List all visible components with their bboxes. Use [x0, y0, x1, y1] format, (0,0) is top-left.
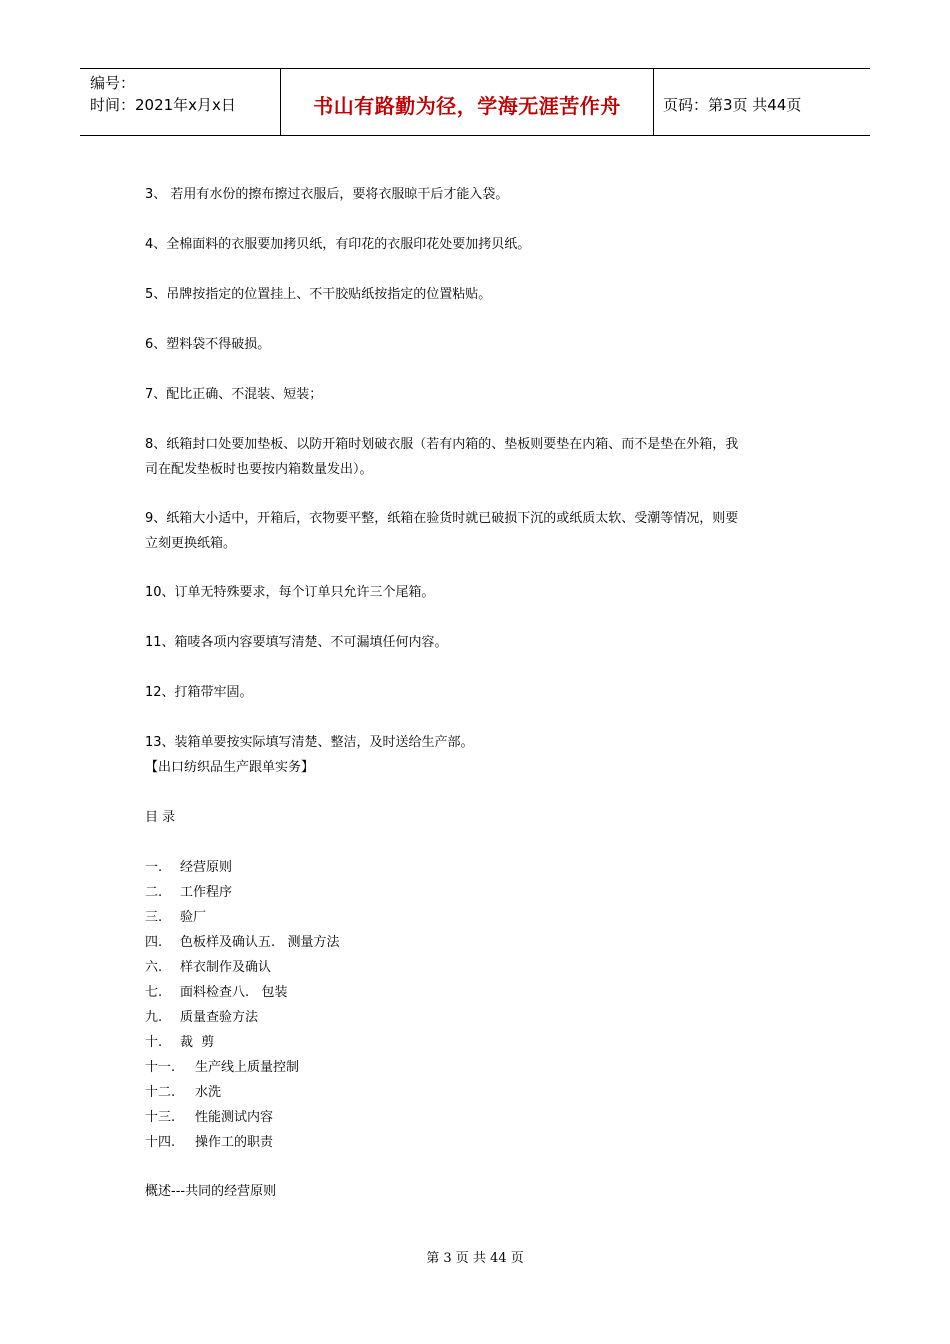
toc-item-label: 水洗: [195, 1085, 222, 1100]
toc-item-number: 十四.: [145, 1135, 176, 1150]
toc-item: [145, 860, 232, 876]
toc-item-label: 性能测试内容: [195, 1110, 274, 1125]
toc-item-label: 生产线上质量控制: [195, 1060, 300, 1075]
toc-item: [145, 935, 340, 951]
toc-item: [145, 910, 206, 926]
toc-item: [145, 1135, 273, 1151]
toc-item: [145, 1110, 273, 1126]
packing-rule-7: 7、配比正确、不混装、短装；: [145, 387, 323, 402]
toc-item-number: 六.: [145, 960, 163, 975]
toc-item-label: 面料检查八. 包装: [180, 985, 288, 1000]
toc-heading: 目 录: [145, 810, 176, 825]
toc-item: [145, 1085, 221, 1101]
toc-item-number: 十.: [145, 1035, 163, 1050]
toc-item-number: 十二.: [145, 1085, 176, 1100]
toc-item-label: 验厂: [180, 910, 207, 925]
packing-rule-9-line1: 9、纸箱大小适中，开箱后，衣物要平整，纸箱在验货时就已破损下沉的或纸质太软、受潮等情况，则要: [145, 511, 739, 526]
toc-item-label: 工作程序: [180, 885, 233, 900]
toc-item-number: 九.: [145, 1010, 163, 1025]
toc-item-label: 操作工的职责: [195, 1135, 274, 1150]
toc-item: [145, 1035, 214, 1051]
serial-label: 编号：: [90, 74, 136, 92]
packing-rule-13: 13、装箱单要按实际填写清楚、整洁，及时送给生产部。: [145, 735, 474, 750]
toc-item: [145, 1010, 258, 1026]
packing-rule-9-line2: 立刻更换纸箱。: [145, 536, 237, 551]
toc-item: [145, 985, 288, 1001]
header-meta: [80, 69, 281, 135]
packing-rule-6: 6、塑料袋不得破损。: [145, 337, 271, 352]
toc-item-label: 样衣制作及确认: [180, 960, 272, 975]
toc-item-number: 七.: [145, 985, 163, 1000]
toc-item-number: 十三.: [145, 1110, 176, 1125]
packing-rule-11: 11、箱唛各项内容要填写清楚、不可漏填任何内容。: [145, 635, 448, 650]
toc-item-label: 质量查验方法: [180, 1010, 259, 1025]
packing-rule-4: 4、全棉面料的衣服要加拷贝纸，有印花的衣服印花处要加拷贝纸。: [145, 237, 531, 252]
toc-item-number: 三.: [145, 910, 163, 925]
section-title: 【出口纺织品生产跟单实务】: [145, 760, 315, 775]
packing-rule-8-line2: 司在配发垫板时也要按内箱数量发出）。: [145, 462, 373, 477]
motto-text: 书山有路勤为径，学海无涯苦作舟: [313, 93, 621, 118]
packing-rule-8-line1: 8、纸箱封口处要加垫板、以防开箱时划破衣服（若有内箱的、垫板则要垫在内箱、而不是垫在外箱，我: [145, 437, 739, 452]
toc-item-number: 十一.: [145, 1060, 176, 1075]
toc-item-number: 一.: [145, 860, 163, 875]
toc-item: [145, 885, 232, 901]
page-info: 页码：第3页 共44页: [663, 95, 802, 114]
page-footer: 第 3 页 共 44 页: [426, 1251, 524, 1266]
overview-line: 概述---共同的经营原则: [145, 1184, 277, 1199]
packing-rule-5: 5、吊牌按指定的位置挂上、不干胶贴纸按指定的位置粘贴。: [145, 287, 492, 302]
date-label: 时间：2021年x月x日: [90, 96, 236, 114]
packing-rule-3: 3、 若用有水份的擦布擦过衣服后，要将衣服晾干后才能入袋。: [145, 187, 509, 202]
header-motto-cell: [281, 69, 654, 135]
toc-item-label: 经营原则: [180, 860, 233, 875]
toc-item-number: 四.: [145, 935, 163, 950]
toc-item: [145, 1060, 299, 1076]
toc-item-label: 裁 剪: [180, 1035, 215, 1050]
toc-item-number: 二.: [145, 885, 163, 900]
document-header: [80, 68, 870, 136]
packing-rule-10: 10、订单无特殊要求，每个订单只允许三个尾箱。: [145, 585, 435, 600]
toc-item: [145, 960, 271, 976]
toc-item-label: 色板样及确认五. 测量方法: [180, 935, 340, 950]
packing-rule-12: 12、打箱带牢固。: [145, 685, 253, 700]
